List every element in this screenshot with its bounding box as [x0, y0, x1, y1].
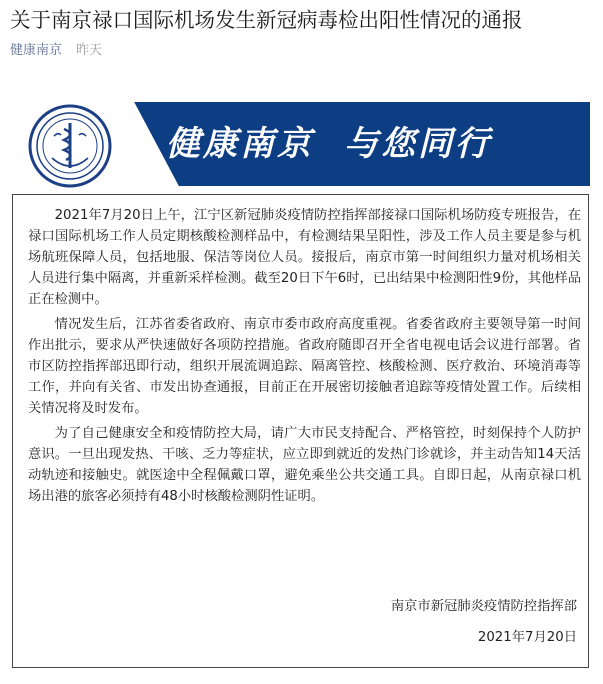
account-name-link[interactable]: 健康南京: [10, 43, 63, 58]
banner-slogan-right: 与您同行: [344, 124, 492, 164]
notice-body: [28, 205, 581, 511]
banner-slogan-left: 健康南京: [166, 124, 314, 164]
signature-date: 2021年7月20日: [477, 630, 577, 645]
notice-signature-block: [391, 596, 577, 648]
publish-time: 昨天: [76, 43, 103, 58]
article-title: 关于南京禄口国际机场发生新冠病毒检出阳性情况的通报: [10, 8, 523, 32]
banner-slogan: [166, 120, 492, 168]
signature: 南京市新冠肺炎疫情防控指挥部: [390, 599, 577, 614]
paragraph-1: 2021年7月20日上午，江宁区新冠肺炎疫情防控指挥部接禄口国际机场防疫专班报告，在禄口国际机场工作人员定期核酸检测样品中，有检测结果呈阳性，涉及工作人员主要是参与机场航班保障人员，包括地服、保洁等岗位人员。接报后，南京市第一时间组织力量对机场相关人员进行集中隔离，并重新采样检测。截至20日下午6时，已出结果中检测阳性9份，其他样品正在检测中。: [28, 208, 581, 307]
article-meta: [10, 42, 102, 60]
paragraph-2: 情况发生后，江苏省委省政府、南京市委市政府高度重视。省委省政府主要领导第一时间作出批示，要求从严快速做好各项防控措施。省政府随即召开全省电视电话会议进行部署。省市区防控指挥部迅即行动，组织开展流调追踪、隔离管控、核酸检测、医疗救治、环境消毒等工作，并向有关省、市发出协查通报，目前正在开展密切接触者追踪等疫情处置工作。后续相关情况将及时发布。: [28, 317, 581, 416]
paragraph-3: 为了自己健康安全和疫情防控大局，请广大市民支持配合、严格管控，时刻保持个人防护意识。一旦出现发热、干咳、乏力等症状，应立即到就近的发热门诊就诊，并主动告知14天活动轨迹和接触史。就医途中全程佩戴口罩，避免乘坐公共交通工具。自即日起，从南京禄口机场出港的旅客必须持有48小时核酸检测阴性证明。: [28, 426, 581, 504]
health-emblem-icon: [28, 104, 112, 188]
